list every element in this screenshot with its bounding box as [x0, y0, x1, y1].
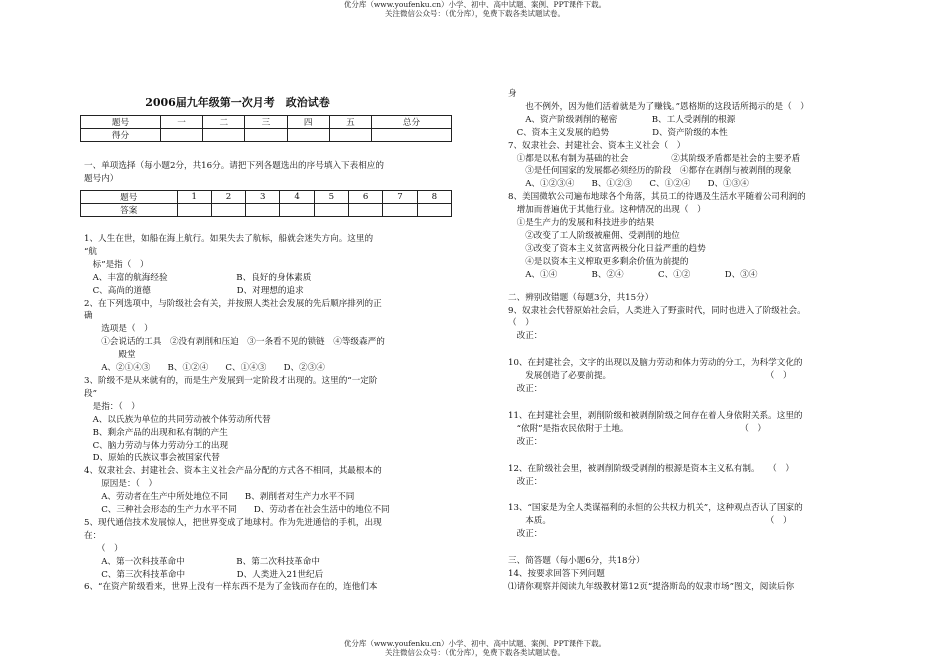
answer-cell: 1 — [177, 191, 211, 204]
text-line: 改正： — [508, 331, 543, 342]
answer-input-cell[interactable] — [349, 204, 383, 217]
page-footer — [0, 639, 950, 657]
footer-line-1: 优分库（www.youfenku.cn）小学、初中、高中试题、案例、PPT课件下载。 — [343, 639, 607, 648]
section3-heading: 三、简答题（每小题6分，共18分） — [508, 556, 645, 567]
text-line: B、剩余产品的出现和私有制的产生 — [84, 427, 228, 438]
text-line: A、资产阶级剥削的秘密 B、工人受剥削的根源 — [508, 114, 736, 125]
text-line: 1、人生在世，如船在海上航行。如果失去了航标，船就会迷失方向。这里的 — [84, 234, 374, 244]
text-line: ①都是以私有制为基础的社会 ②其阶级矛盾都是社会的主要矛盾 — [508, 153, 801, 164]
section1-heading-line: 题号内） — [84, 173, 119, 184]
text-line: ④是以资本主义榨取更多剩余价值为前提的 — [508, 256, 689, 267]
question-10 — [508, 357, 809, 396]
score-cell: 三 — [245, 116, 287, 129]
score-cell: 题号 — [81, 116, 161, 129]
text-line: A、①②③④ B、①②③ C、①②④ D、①③④ — [508, 179, 749, 190]
text-line: A、第一次科技革命中 B、第二次科技革命中 — [84, 556, 320, 567]
answer-table — [80, 190, 452, 217]
answer-input-cell[interactable] — [314, 204, 348, 217]
score-input-cell[interactable] — [329, 129, 371, 142]
text-line: 在： — [84, 530, 102, 541]
answer-cell: 8 — [417, 191, 451, 204]
score-table-score-row — [81, 129, 452, 142]
question-9 — [508, 305, 809, 344]
score-cell: 二 — [203, 116, 245, 129]
text-line: 8、美国微软公司遍布地球各个角落，其员工的待遇及生活水平随着公司利润的 — [508, 192, 806, 203]
answer-cell: 题号 — [81, 191, 178, 204]
section1-heading — [84, 160, 384, 186]
answer-cell: 2 — [211, 191, 245, 204]
text-line: 10、在封建社会，文字的出现以及脑力劳动和体力劳动的分工，为科学文化的 — [508, 358, 803, 369]
page-header — [0, 0, 950, 18]
answer-input-cell[interactable] — [177, 204, 211, 217]
question-14 — [508, 568, 809, 594]
text-line: ③是任何国家的发展都必须经历的阶段 ④都存在剥削与被剥削的现象 — [508, 166, 792, 177]
answer-input-cell[interactable] — [417, 204, 451, 217]
text-line: “依附”是指农民依附于土地。 （ ） — [508, 423, 767, 434]
text-line: 本质。 （ ） — [508, 516, 792, 527]
text-line: 7、奴隶社会、封建社会、资本主义社会（ ） — [508, 140, 686, 151]
text-line: 增加而普遍优于其他行业。这种情况的出现（ ） — [508, 205, 706, 216]
text-line: 也不例外，因为他们活着就是为了赚钱。”恩格斯的这段话所揭示的是（ ） — [508, 101, 809, 112]
text-line: C、高尚的道德 D、对理想的追求 — [84, 285, 304, 296]
answer-cell: 6 — [349, 191, 383, 204]
text-line: 是指：（ ） — [84, 401, 140, 412]
score-input-cell[interactable] — [245, 129, 287, 142]
text-line: 标”是指（ ） — [84, 259, 149, 270]
score-input-cell[interactable] — [287, 129, 329, 142]
score-cell: 五 — [329, 116, 371, 129]
text-line: ②改变了工人阶级被雇佣、受剥削的地位 — [508, 230, 680, 241]
answer-input-cell[interactable] — [383, 204, 417, 217]
text-line: 确 — [84, 311, 93, 322]
text-line: 4、奴隶社会、封建社会、资本主义社会产品分配的方式各不相同，其最根本的 — [84, 466, 382, 477]
score-input-cell[interactable] — [371, 129, 451, 142]
text-line: 3、阶级不是从来就有的，而是生产发展到一定阶段才出现的。这里的“一定阶 — [84, 375, 378, 386]
section2-heading: 二、辨别改错题（每题3分，共15分） — [508, 292, 654, 303]
section1-heading-line: 一、单项选择（每小题2分，共16分。请把下列各题选出的序号填入下表相应的 — [84, 161, 384, 171]
text-line: 改正： — [508, 384, 543, 395]
answer-cell: 3 — [246, 191, 280, 204]
text-line: 14、按要求回答下列问题 — [508, 569, 605, 580]
left-column-questions — [84, 233, 390, 594]
score-cell: 总分 — [371, 116, 451, 129]
score-input-cell[interactable] — [203, 129, 245, 142]
header-line-1: 优分库（www.youfenku.cn）小学、初中、高中试题、案例、PPT课件下载。 — [343, 0, 607, 9]
exam-title: 2006届九年级第一次月考 政治试卷 — [145, 96, 330, 109]
text-line: “航 — [84, 246, 97, 257]
text-line: A、劳动者在生产中所处地位不同 B、剥削者对生产力水平不同 — [84, 492, 355, 503]
text-line: （ ） — [508, 318, 534, 329]
answer-cell: 答案 — [81, 204, 178, 217]
score-cell: 得分 — [81, 129, 161, 142]
text-line: 2、在下列选项中，与阶级社会有关，并按照人类社会发展的先后顺序排列的正 — [84, 298, 382, 309]
footer-line-2: 关注微信公众号：（优分库），免费下载各类试题试卷。 — [385, 648, 565, 657]
text-line: 发展创造了必要前提。 （ ） — [508, 371, 792, 382]
score-table — [80, 115, 452, 142]
text-line: 12、在阶级社会里，被剥削阶级受剥削的根源是资本主义私有制。 （ ） — [508, 463, 794, 474]
text-line: 段” — [84, 388, 97, 399]
score-cell: 一 — [160, 116, 202, 129]
answer-cell: 5 — [314, 191, 348, 204]
answer-input-cell[interactable] — [280, 204, 314, 217]
text-line: 9、奴隶社会代替原始社会后，人类进入了野蛮时代，同时也进入了阶级社会。 — [508, 305, 806, 316]
text-line: 11、在封建社会里，剥削阶级和被剥削阶级之间存在着人身依附关系。这里的 — [508, 410, 803, 421]
text-line: （ ） — [84, 543, 123, 554]
text-line: D、原始的氏族议事会被国家代替 — [84, 453, 220, 464]
text-line: 改正： — [508, 529, 543, 540]
text-line: 原因是：（ ） — [84, 479, 158, 490]
question-11 — [508, 410, 809, 449]
text-line: 13、“国家是为全人类谋福利的永恒的公共权力机关”，这种观点否认了国家的 — [508, 503, 803, 514]
text-line: ①是生产力的发展和科技进步的结果 — [508, 218, 655, 229]
text-line: C、第三次科技革命中 D、人类进入21世纪后 — [84, 569, 324, 580]
text-line: C、脑力劳动与体力劳动分工的出现 — [84, 440, 229, 451]
text-line: ③改变了资本主义贫富两极分化日益严重的趋势 — [508, 243, 706, 254]
text-line: A、①④ B、②④ C、①② D、③④ — [508, 269, 758, 280]
answer-cell: 4 — [280, 191, 314, 204]
answer-input-cell[interactable] — [246, 204, 280, 217]
right-column-questions — [508, 88, 809, 594]
text-line: ①会说话的工具 ②没有剥削和压迫 ③一条看不见的锁链 ④等级森严的 — [84, 337, 385, 348]
answer-cell: 7 — [383, 191, 417, 204]
text-line: ⑴请你观察并阅读九年级教材第12页“提洛斯岛的奴隶市场”图文，阅读后你 — [508, 582, 795, 592]
text-line: A、②①④③ B、①②④ C、①④③ D、②③④ — [84, 363, 325, 374]
text-line: 改正： — [508, 436, 543, 447]
answer-table-answer-row — [81, 204, 452, 217]
text-line: 选项是（ ） — [84, 324, 153, 335]
score-input-cell[interactable] — [160, 129, 202, 142]
text-line: 身 — [508, 89, 517, 99]
header-line-2: 关注微信公众号：（优分库），免费下载各类试题试卷。 — [385, 9, 565, 18]
score-cell: 四 — [287, 116, 329, 129]
text-line: C、三种社会形态的生产力水平不同 D、劳动者在社会生活中的地位不同 — [84, 505, 390, 516]
answer-input-cell[interactable] — [211, 204, 245, 217]
text-line: 5、现代通信技术发展惊人，把世界变成了地球村。作为先进通信的手机，出现 — [84, 517, 382, 528]
question-13 — [508, 502, 809, 541]
text-line: C、资本主义发展的趋势 D、资产阶级的本性 — [508, 127, 728, 138]
text-line: A、以氏族为单位的共同劳动被个体劳动所代替 — [84, 414, 271, 425]
answer-table-header-row — [81, 191, 452, 204]
text-line: 6、“在资产阶级看来，世界上没有一样东西不是为了金钱而存在的，连他们本 — [84, 582, 378, 593]
question-12 — [508, 463, 809, 489]
text-line: 殿堂 — [84, 350, 136, 361]
score-table-header-row — [81, 116, 452, 129]
text-line: 改正： — [508, 476, 543, 487]
questions-6-to-8 — [508, 88, 809, 282]
text-line: A、丰富的航海经验 B、良好的身体素质 — [84, 272, 312, 283]
